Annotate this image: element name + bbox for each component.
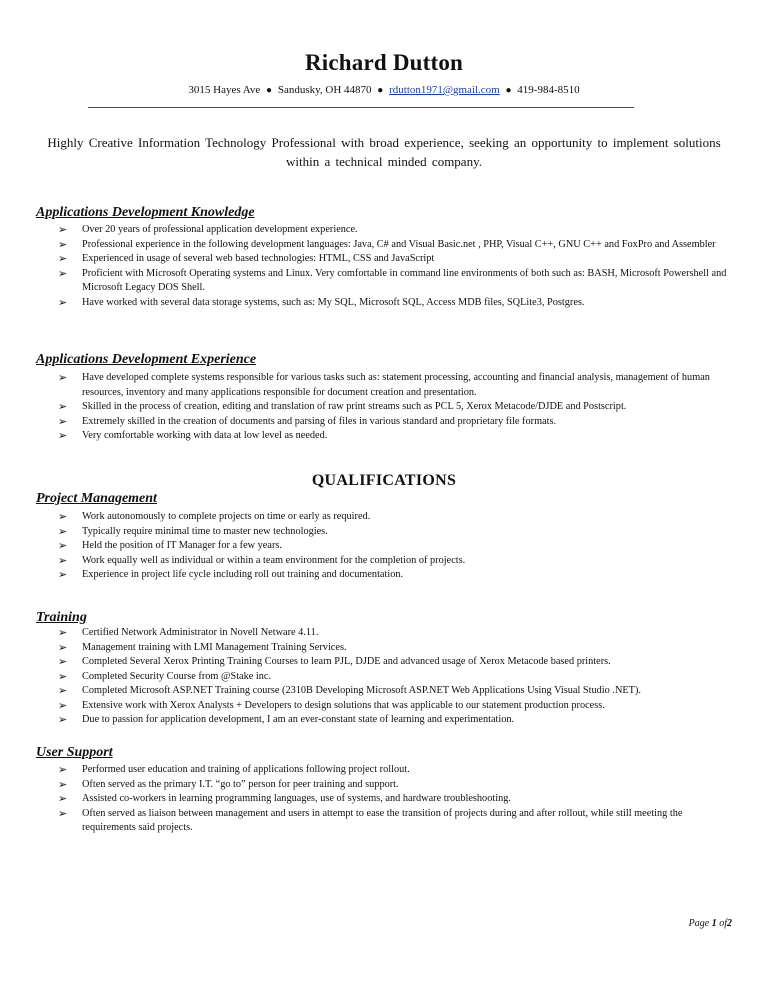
bullet-separator: ● <box>505 85 512 96</box>
arrow-bullet-icon: ➢ <box>58 640 68 654</box>
arrow-bullet-icon: ➢ <box>58 684 68 697</box>
arrow-bullet-icon: ➢ <box>58 400 68 413</box>
list-item: ➢ Extensive work with Xerox Analysts + Developers to design solutions that was applicable to our statement production process. <box>58 698 605 712</box>
list-item: ➢ Proficient with Microsoft Operating systems and Linux. Very comfortable in command line environments of both such as: BASH, Microsoft Powershell and Microsoft Legacy DOS Shell. <box>58 266 727 293</box>
arrow-bullet-icon: ➢ <box>58 626 68 639</box>
phone: 419-984-8510 <box>517 84 580 96</box>
arrow-bullet-icon: ➢ <box>58 295 68 309</box>
list-item: ➢ Over 20 years of professional application development experience. <box>58 223 358 236</box>
arrow-bullet-icon: ➢ <box>58 414 68 428</box>
qualifications-heading: QUALIFICATIONS <box>311 472 457 489</box>
list-item: ➢ Work equally well as individual or within a team environment for the completion of projects. <box>58 553 466 567</box>
list-item: ➢ Completed Security Course from @Stake inc. <box>58 669 272 683</box>
arrow-bullet-icon: ➢ <box>58 510 68 523</box>
arrow-bullet-icon: ➢ <box>58 777 68 791</box>
list-item: ➢ Often served as the primary I.T. “go to” person for peer training and support. <box>58 777 399 791</box>
list-item: ➢ Performed user education and training of applications following project rollout. <box>58 763 410 776</box>
email-link[interactable]: rdutton1971@gmail.com <box>389 84 500 96</box>
header-divider <box>88 107 634 108</box>
list-item: ➢ Have developed complete systems responsible for various tasks such as: statement processing, accounting and financial analysis, management of human resources, inventory and many applications responsible for document creation and presentation. <box>58 371 710 398</box>
list-item: ➢ Completed Microsoft ASP.NET Training course (2310B Developing Microsoft ASP.NET Web Applications Using Visual Studio .NET). <box>58 684 641 697</box>
arrow-bullet-icon: ➢ <box>58 792 68 805</box>
list-item: ➢ Typically require minimal time to master new technologies. <box>58 524 328 538</box>
section-title-user-support: User Support <box>36 745 113 760</box>
candidate-name: Richard Dutton <box>304 50 464 75</box>
arrow-bullet-icon: ➢ <box>58 371 68 384</box>
list-item: ➢ Management training with LMI Management Training Services. <box>58 640 347 654</box>
list-item: ➢ Experienced in usage of several web based technologies: HTML, CSS and JavaScript <box>58 252 435 265</box>
section-title-dev-knowledge: Applications Development Knowledge <box>36 205 255 220</box>
arrow-bullet-icon: ➢ <box>58 568 68 581</box>
arrow-bullet-icon: ➢ <box>58 524 68 538</box>
section-title-training: Training <box>36 610 87 625</box>
list-item: ➢ Held the position of IT Manager for a few years. <box>58 539 282 552</box>
training-list <box>58 626 728 728</box>
list-item: ➢ Due to passion for application development, I am an ever-constant state of learning and experimentation. <box>58 713 515 726</box>
bullet-separator: ● <box>377 85 384 96</box>
list-item: ➢ Assisted co-workers in learning programming languages, use of systems, and hardware troubleshooting. <box>58 792 511 805</box>
arrow-bullet-icon: ➢ <box>58 763 68 776</box>
arrow-bullet-icon: ➢ <box>58 806 68 820</box>
list-item: ➢ Completed Several Xerox Printing Training Courses to learn PJL, DJDE and advanced usage of Xerox Metacode based printers. <box>58 655 611 668</box>
summary-statement: Highly Creative Information Technology Professional with broad experience, seeking an opportunity to implement solutions within a technical minded company. <box>47 135 721 169</box>
list-item: ➢ Extremely skilled in the creation of documents and parsing of files in various standard and proprietary file formats. <box>58 414 557 428</box>
dev-experience-list <box>58 371 728 444</box>
arrow-bullet-icon: ➢ <box>58 223 68 236</box>
arrow-bullet-icon: ➢ <box>58 429 68 442</box>
list-item: ➢ Work autonomously to complete projects on time or early as required. <box>58 510 371 523</box>
page-number: Page 1 of2 <box>688 918 732 929</box>
list-item: ➢ Very comfortable working with data at low level as needed. <box>58 429 328 442</box>
contact-line <box>0 84 768 96</box>
address: 3015 Hayes Ave <box>188 84 261 96</box>
user-support-list <box>58 763 728 836</box>
arrow-bullet-icon: ➢ <box>58 713 68 726</box>
arrow-bullet-icon: ➢ <box>58 655 68 668</box>
section-title-dev-experience: Applications Development Experience <box>36 352 257 367</box>
list-item: ➢ Certified Network Administrator in Novell Netware 4.11. <box>58 626 319 639</box>
list-item: ➢ Often served as liaison between management and users in attempt to ease the transition of projects during and after rollout, while still meeting the requirements said projects. <box>58 806 683 833</box>
list-item: ➢ Skilled in the process of creation, editing and translation of raw print streams such as PCL 5, Xerox Metacode/DJDE and Postscript. <box>58 400 627 413</box>
list-item: ➢ Experience in project life cycle including roll out training and documentation. <box>58 568 404 581</box>
dev-knowledge-list <box>58 223 728 310</box>
arrow-bullet-icon: ➢ <box>58 698 68 712</box>
list-item: ➢ Professional experience in the following development languages: Java, C# and Visual Basic.net , PHP, Visual C++, GNU C++ and FoxPro and Assembler <box>58 237 716 251</box>
arrow-bullet-icon: ➢ <box>58 237 68 251</box>
city: Sandusky, OH 44870 <box>277 84 372 96</box>
arrow-bullet-icon: ➢ <box>58 266 68 280</box>
arrow-bullet-icon: ➢ <box>58 553 68 567</box>
bullet-separator: ● <box>266 85 273 96</box>
arrow-bullet-icon: ➢ <box>58 539 68 552</box>
list-item: ➢ Have worked with several data storage systems, such as: My SQL, Microsoft SQL, Access MDB files, SQLite3, Postgres. <box>58 295 585 309</box>
arrow-bullet-icon: ➢ <box>58 252 68 265</box>
arrow-bullet-icon: ➢ <box>58 669 68 683</box>
section-title-project-management: Project Management <box>36 491 157 506</box>
project-management-list <box>58 510 728 583</box>
